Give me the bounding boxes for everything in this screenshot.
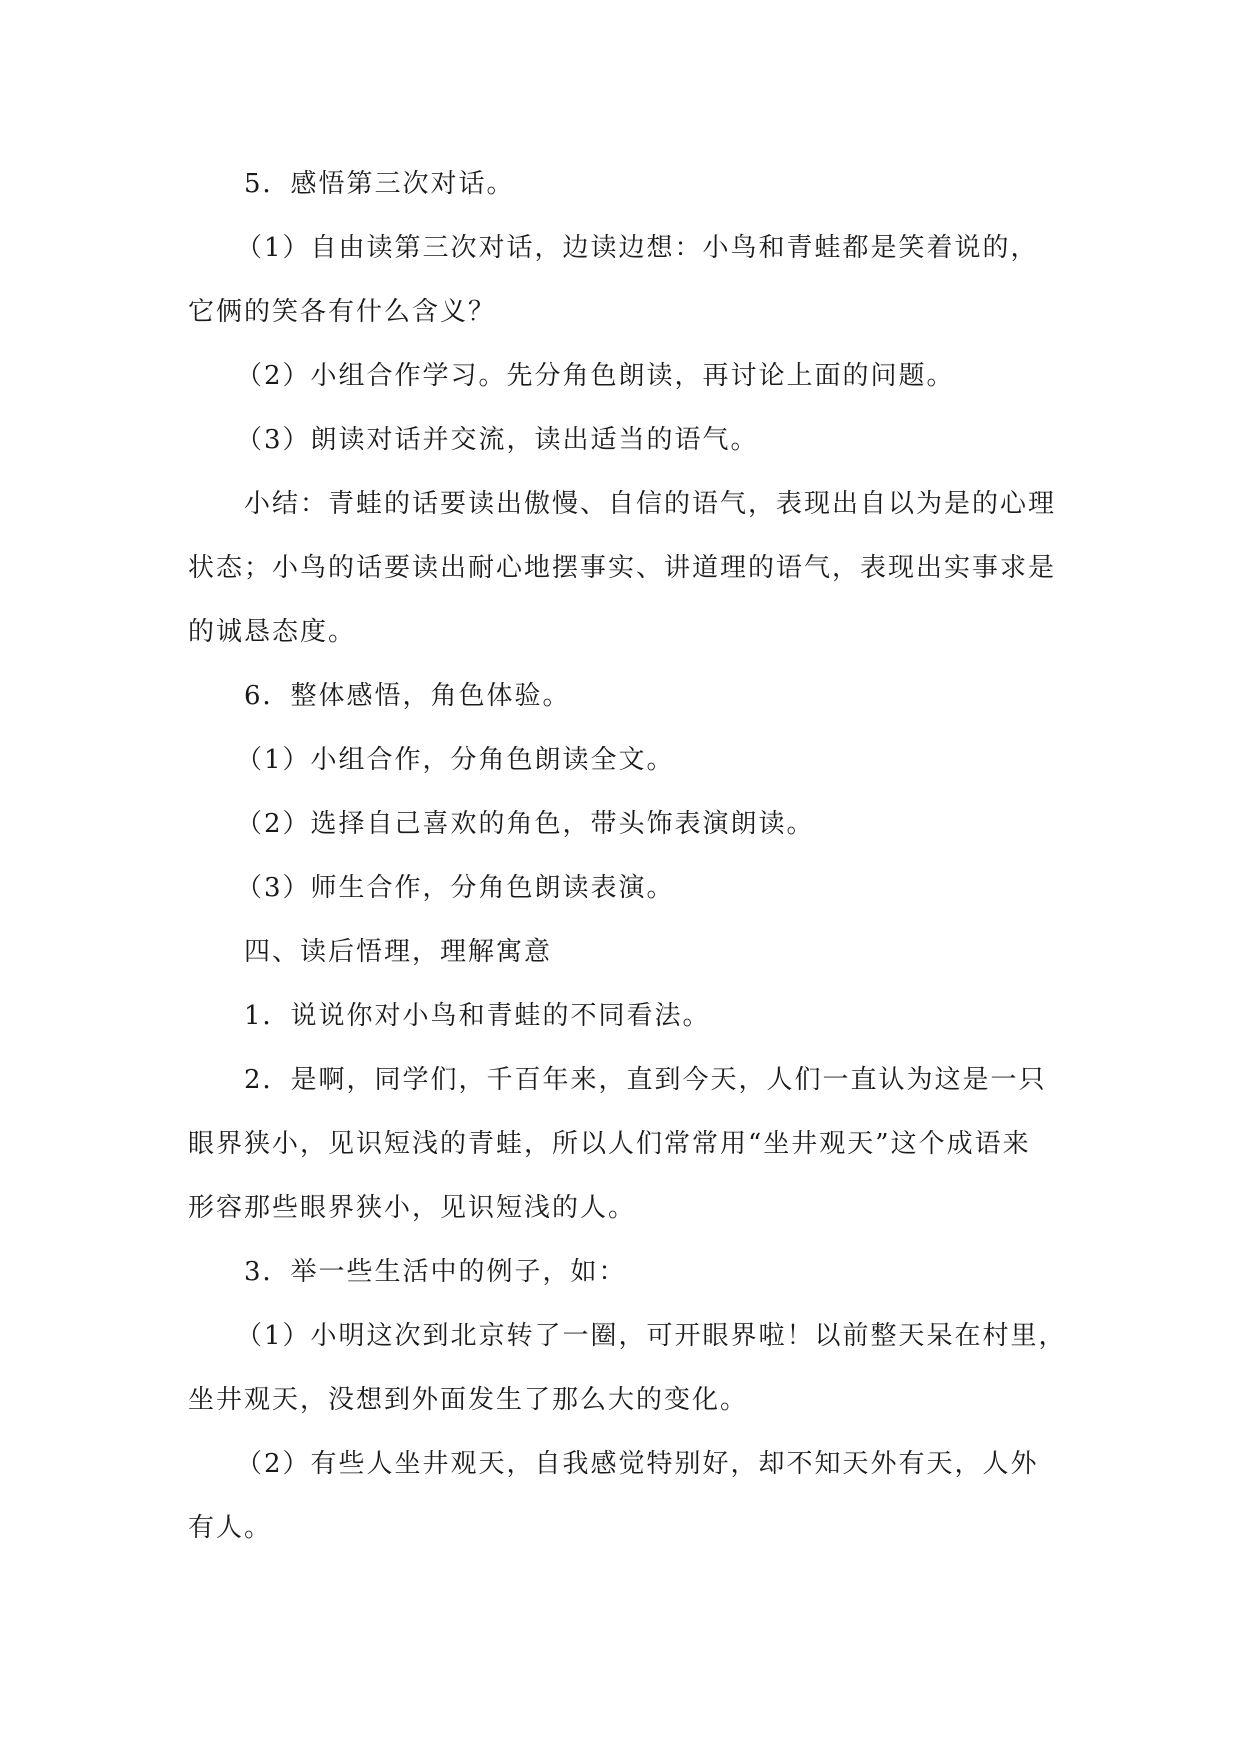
paragraph-line: 坐井观天，没想到外面发生了那么大的变化。 — [188, 1385, 749, 1415]
paragraph-line: （2）选择自己喜欢的角色，带头饰表演朗读。 — [236, 809, 815, 839]
paragraph-line: 它俩的笑各有什么含义？ — [188, 297, 497, 327]
summary-line: 状态；小鸟的话要读出耐心地摆事实、讲道理的语气，表现出实事求是 — [188, 553, 1057, 583]
section-heading-5: 5．感悟第三次对话。 — [244, 169, 515, 199]
paragraph-line: 2．是啊，同学们，千百年来，直到今天，人们一直认为这是一只 — [244, 1065, 1047, 1095]
paragraph-line: 形容那些眼界狭小，见识短浅的人。 — [188, 1193, 637, 1223]
paragraph-line: （3）师生合作，分角色朗读表演。 — [236, 873, 675, 903]
summary-line: 小结：青蛙的话要读出傲慢、自信的语气，表现出自以为是的心理 — [244, 489, 1057, 519]
paragraph-line: （3）朗读对话并交流，读出适当的语气。 — [236, 425, 759, 455]
paragraph-line: （1）小明这次到北京转了一圈，可开眼界啦！以前整天呆在村里， — [236, 1321, 1067, 1351]
section-heading-4: 四、读后悟理，理解寓意 — [244, 937, 553, 967]
paragraph-line: （2）小组合作学习。先分角色朗读，再讨论上面的问题。 — [236, 361, 955, 391]
paragraph-line: 眼界狭小，见识短浅的青蛙，所以人们常常用“坐井观天”这个成语来 — [188, 1129, 1031, 1159]
document-page — [188, 152, 1088, 1560]
section-heading-6: 6．整体感悟，角色体验。 — [244, 681, 571, 711]
paragraph-line: 1．说说你对小鸟和青蛙的不同看法。 — [244, 1001, 711, 1031]
paragraph-line: 3．举一些生活中的例子，如： — [244, 1257, 627, 1287]
summary-line: 的诚恳态度。 — [188, 617, 357, 647]
paragraph-line: 有人。 — [188, 1513, 273, 1543]
paragraph-line: （1）小组合作，分角色朗读全文。 — [236, 745, 675, 775]
paragraph-line: （2）有些人坐井观天，自我感觉特别好，却不知天外有天，人外 — [236, 1449, 1039, 1479]
paragraph-line: （1）自由读第三次对话，边读边想：小鸟和青蛙都是笑着说的， — [236, 233, 1039, 263]
